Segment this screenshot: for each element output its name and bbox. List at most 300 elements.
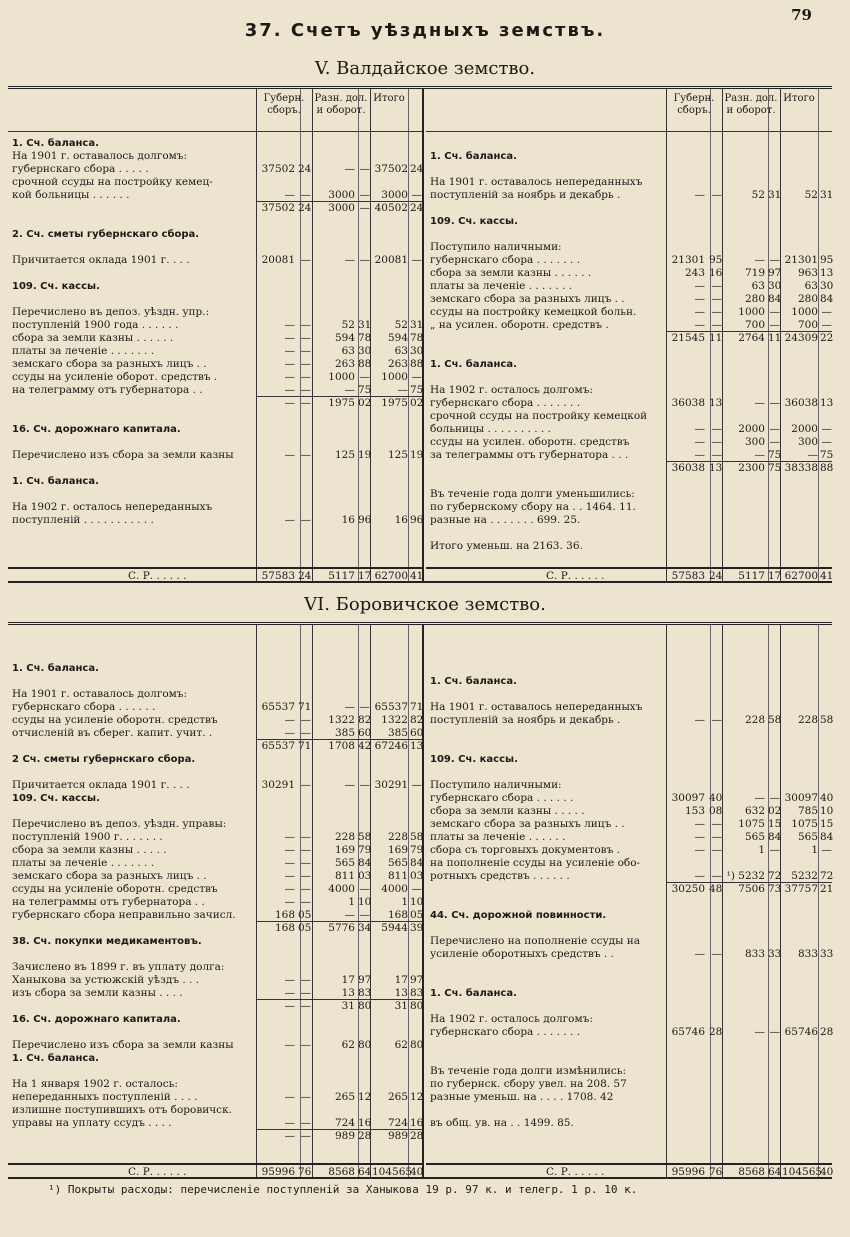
row-value: — — [754, 449, 765, 461]
table-row — [426, 987, 832, 1000]
row-label: 109. Сч. кассы. — [12, 281, 100, 292]
row-value: 63 — [751, 280, 765, 292]
total-rule — [8, 1163, 422, 1165]
row-value: — — [694, 870, 705, 882]
row-value: 1975 — [328, 397, 355, 409]
row-value: 1075 — [791, 818, 818, 830]
row-value: — — [711, 831, 722, 843]
total-value: 57583 — [261, 570, 295, 582]
row-value: 30250 — [671, 883, 705, 895]
total-value: 104565 — [782, 1166, 823, 1178]
row-value: 16 — [394, 514, 408, 526]
table-row — [426, 1026, 832, 1039]
table-row — [426, 306, 832, 319]
row-label: ссуды на усилен. оборотн. средствъ — [430, 436, 630, 448]
row-value: 78 — [358, 332, 372, 344]
row-value: — — [769, 254, 780, 266]
page-number: 79 — [791, 6, 812, 24]
row-value: 15 — [820, 818, 834, 830]
row-value: 30 — [410, 345, 424, 357]
row-value: 3000 — [328, 202, 355, 214]
row-value: — — [284, 319, 295, 331]
row-value: — — [711, 293, 722, 305]
total-row — [8, 570, 422, 583]
row-value: 228 — [387, 831, 408, 843]
row-value: 37502 — [261, 163, 295, 175]
row-value: — — [359, 701, 370, 713]
row-label: 1. Сч. баланса. — [12, 476, 99, 487]
row-value: — — [284, 883, 295, 895]
row-value: — — [711, 280, 722, 292]
borovichi-table — [8, 622, 832, 1179]
row-value: 22 — [820, 332, 834, 344]
row-value: 40 — [820, 792, 834, 804]
row-value: 05 — [410, 909, 424, 921]
row-value: 19 — [410, 449, 424, 461]
table-row — [426, 753, 832, 766]
row-value: 58 — [820, 714, 834, 726]
table-row — [426, 1091, 832, 1104]
table-row — [426, 501, 832, 514]
row-value: 36038 — [671, 462, 705, 474]
table-row — [8, 449, 422, 462]
row-value: 28 — [410, 1130, 424, 1142]
row-value: — — [694, 436, 705, 448]
table-row — [8, 1104, 422, 1117]
section-title-borovichi: VI. Боровичское земство. — [304, 594, 546, 615]
left-half — [8, 625, 424, 1177]
row-value: 168 — [274, 922, 295, 934]
row-value: — — [411, 371, 422, 383]
row-value: 73 — [768, 883, 782, 895]
table-row — [426, 267, 832, 280]
row-value: — — [359, 189, 370, 201]
table-row — [426, 293, 832, 306]
row-value: 28 — [709, 1026, 723, 1038]
row-value: — — [694, 948, 705, 960]
row-value: — — [694, 189, 705, 201]
table-row — [426, 514, 832, 527]
row-value: — — [769, 792, 780, 804]
row-label: Въ теченіе года долги измѣнились: — [430, 1065, 627, 1077]
row-value: 65746 — [671, 1026, 705, 1038]
row-label: 16. Сч. дорожнаго капитала. — [12, 1014, 181, 1025]
row-value: 21301 — [784, 254, 818, 266]
row-label: 1. Сч. баланса. — [430, 676, 517, 687]
page-title: 37. Счетъ уѣздныхъ земствъ. — [244, 20, 606, 41]
row-value: 30097 — [784, 792, 818, 804]
row-value: — — [300, 714, 311, 726]
table-row — [8, 1130, 422, 1143]
row-value: 80 — [358, 1000, 372, 1012]
table-row — [8, 358, 422, 371]
table-row — [426, 332, 832, 345]
row-value: 989 — [334, 1130, 355, 1142]
table-row — [8, 662, 422, 675]
table-row — [426, 792, 832, 805]
row-value: 40502 — [374, 202, 408, 214]
row-value: 71 — [298, 701, 312, 713]
header-b: Разн. дол. и оборот. — [724, 93, 778, 116]
row-value: 15 — [768, 818, 782, 830]
row-value: 13 — [709, 397, 723, 409]
row-label: 2. Сч. сметы губернскаго сбора. — [12, 229, 200, 240]
row-label: на пополненіе ссуды на усиленіе обо- — [430, 857, 641, 869]
row-value: — — [300, 870, 311, 882]
table-row — [8, 228, 422, 241]
row-value: 95 — [820, 254, 834, 266]
row-value: 72 — [820, 870, 834, 882]
row-value: — — [344, 163, 355, 175]
row-value: 84 — [768, 831, 782, 843]
table-row — [8, 701, 422, 714]
row-value: — — [821, 306, 832, 318]
row-label: ссуды на усиленіе оборот. средствъ . — [12, 371, 218, 383]
row-label: ссуды на усиленіе оборотн. средствъ — [12, 714, 218, 726]
table-row — [8, 1000, 422, 1013]
row-label: 1. Сч. баланса. — [12, 138, 99, 149]
table-row — [426, 1078, 832, 1091]
row-value: 79 — [410, 844, 424, 856]
row-value: 11 — [768, 332, 782, 344]
row-label: сбора за земли казны . . . . . — [12, 844, 167, 856]
row-value: — — [284, 987, 295, 999]
row-label: поступленій 1900 г. . . . . . . — [12, 831, 163, 843]
row-label: по губернск. сбору увел. на 208. 57 — [430, 1078, 627, 1090]
row-value: — — [284, 974, 295, 986]
table-row — [426, 241, 832, 254]
row-value: — — [694, 280, 705, 292]
table-row — [8, 1091, 422, 1104]
row-value: 39 — [410, 922, 424, 934]
row-label: На 1902 г. осталось долгомъ: — [430, 1013, 593, 1025]
row-value: 16 — [709, 267, 723, 279]
row-value: 28 — [358, 1130, 372, 1142]
row-value: 84 — [768, 293, 782, 305]
total-row — [426, 570, 832, 583]
left-half — [8, 89, 424, 581]
row-value: — — [769, 1026, 780, 1038]
right-half — [426, 625, 832, 1177]
row-label: 2 Сч. сметы губернскаго сбора. — [12, 754, 196, 765]
row-value: 75 — [768, 449, 782, 461]
total-rule — [426, 1163, 832, 1165]
table-row — [8, 163, 422, 176]
row-value: — — [769, 436, 780, 448]
row-value: — — [284, 896, 295, 908]
row-value: 62 — [394, 1039, 408, 1051]
row-value: 30097 — [671, 792, 705, 804]
row-label: излишне поступившихъ отъ боровичск. — [12, 1104, 232, 1116]
table-row — [426, 215, 832, 228]
row-value: 30291 — [374, 779, 408, 791]
row-label: На 1901 г. оставалось непереданныхъ — [430, 701, 643, 713]
total-label: С. Р. . . . . . — [128, 570, 187, 582]
row-label: Итого уменьш. на 2163. 36. — [430, 540, 583, 552]
row-value: 02 — [410, 397, 424, 409]
row-value: — — [284, 844, 295, 856]
table-row — [8, 501, 422, 514]
row-value: 88 — [358, 358, 372, 370]
row-value: 1000 — [328, 371, 355, 383]
row-value: 263 — [334, 358, 355, 370]
row-value: — — [694, 306, 705, 318]
total-row — [8, 1166, 422, 1179]
row-value: — — [711, 948, 722, 960]
row-value: 13 — [709, 462, 723, 474]
row-value: — — [344, 909, 355, 921]
table-row — [8, 714, 422, 727]
row-value: 58 — [358, 831, 372, 843]
table-row — [8, 306, 422, 319]
row-value: — — [411, 189, 422, 201]
row-label: на телеграммы отъ губернатора . . — [12, 896, 205, 908]
row-value: 1975 — [381, 397, 408, 409]
row-value: — — [284, 1130, 295, 1142]
row-label: На 1901 г. оставалось непереданныхъ — [430, 176, 643, 188]
row-value: 963 — [797, 267, 818, 279]
total-rule — [8, 567, 422, 569]
row-value: — — [411, 254, 422, 266]
row-value: 13 — [820, 267, 834, 279]
row-value: 565 — [797, 831, 818, 843]
row-label: 44. Сч. дорожной повинности. — [430, 910, 607, 921]
right-half — [426, 89, 832, 581]
table-row — [8, 371, 422, 384]
row-value: 72 — [768, 870, 782, 882]
row-value: 24 — [410, 163, 424, 175]
row-value: — — [284, 189, 295, 201]
row-value: — — [694, 293, 705, 305]
row-value: — — [359, 371, 370, 383]
row-value: 385 — [334, 727, 355, 739]
row-value: 60 — [410, 727, 424, 739]
row-value: — — [300, 987, 311, 999]
row-label: 1. Сч. баланса. — [430, 359, 517, 370]
row-value: 632 — [744, 805, 765, 817]
row-value: 67246 — [374, 740, 408, 752]
row-value: 21 — [820, 883, 834, 895]
row-value: 96 — [358, 514, 372, 526]
row-value: 36038 — [784, 397, 818, 409]
row-value: 84 — [410, 857, 424, 869]
row-value: 300 — [797, 436, 818, 448]
row-value: — — [711, 319, 722, 331]
row-value: 280 — [797, 293, 818, 305]
row-value: 37502 — [261, 202, 295, 214]
total-value: 40 — [820, 1166, 834, 1178]
row-value: 2764 — [738, 332, 765, 344]
table-row — [426, 701, 832, 714]
row-value: 83 — [358, 987, 372, 999]
row-value: — — [711, 870, 722, 882]
row-value: 17 — [341, 974, 355, 986]
table-row — [426, 948, 832, 961]
row-value: 31 — [394, 1000, 408, 1012]
row-label: сбора за земли казны . . . . . . — [430, 267, 592, 279]
row-value: 565 — [334, 857, 355, 869]
row-label: ротныхъ средствъ . . . . . . — [430, 870, 570, 882]
table-row — [8, 883, 422, 896]
row-label: 109. Сч. кассы. — [12, 793, 100, 804]
row-value: — — [711, 449, 722, 461]
row-value: — — [300, 319, 311, 331]
total-row — [426, 1166, 832, 1179]
row-value: — — [300, 1039, 311, 1051]
row-value: 153 — [684, 805, 705, 817]
row-value: 97 — [358, 974, 372, 986]
row-value: 19 — [358, 449, 372, 461]
row-value: 63 — [804, 280, 818, 292]
row-value: 265 — [387, 1091, 408, 1103]
row-value: 1000 — [381, 371, 408, 383]
row-value: 24 — [410, 202, 424, 214]
row-value: 4000 — [381, 883, 408, 895]
row-value: 97 — [768, 267, 782, 279]
row-value: 5776 — [328, 922, 355, 934]
row-value: — — [300, 1117, 311, 1129]
row-value: 1322 — [381, 714, 408, 726]
row-value: — — [300, 384, 311, 396]
table-row — [426, 397, 832, 410]
table-row — [8, 514, 422, 527]
row-label: ссуды на усиленіе оборотн. средствъ — [12, 883, 218, 895]
row-label: губернскаго сбора . . . . . . . — [430, 1026, 581, 1038]
row-value: — — [821, 844, 832, 856]
row-label: поступленій за ноябрь и декабрь . — [430, 714, 621, 726]
row-label: Перечислено изъ сбора за земли казны — [12, 1039, 234, 1051]
row-value: 724 — [334, 1117, 355, 1129]
row-value: 75 — [768, 462, 782, 474]
row-value: 33 — [820, 948, 834, 960]
section-title-valdai: V. Валдайское земство. — [314, 58, 536, 79]
row-value: 31 — [341, 1000, 355, 1012]
row-value: 13 — [394, 987, 408, 999]
row-value: — — [284, 857, 295, 869]
row-value: 17 — [394, 974, 408, 986]
row-value: 1075 — [738, 818, 765, 830]
row-value: — — [694, 844, 705, 856]
row-value: — — [694, 319, 705, 331]
row-label: Перечислено въ депоз. уѣздн. управы: — [12, 818, 227, 830]
row-value: 10 — [358, 896, 372, 908]
row-label: по губернскому сбору на . . 1464. 11. — [430, 501, 636, 513]
total-value: 5117 — [328, 570, 355, 582]
table-row — [426, 818, 832, 831]
table-row — [426, 1065, 832, 1078]
row-value: — — [359, 909, 370, 921]
row-label: губернскаго сбора неправильно зачисл. — [12, 909, 236, 921]
total-label: С. Р. . . . . . — [546, 570, 605, 582]
table-row — [426, 883, 832, 896]
row-value: — — [344, 701, 355, 713]
table-row — [8, 935, 422, 948]
row-value: 13 — [820, 397, 834, 409]
row-value: — — [300, 857, 311, 869]
row-value: 62 — [341, 1039, 355, 1051]
row-value: 594 — [334, 332, 355, 344]
row-value: 811 — [334, 870, 355, 882]
row-label: губернскаго сбора . . . . . . — [12, 701, 156, 713]
row-value: — — [284, 1117, 295, 1129]
row-value: — — [821, 423, 832, 435]
table-row — [426, 280, 832, 293]
row-label: срочной ссуды на постройку кемец- — [12, 176, 213, 188]
table-row — [8, 1052, 422, 1065]
row-label: управы на уплату ссудъ . . . . — [12, 1117, 172, 1129]
row-value: 16 — [341, 514, 355, 526]
table-row — [426, 384, 832, 397]
row-label: Поступило наличными: — [430, 241, 562, 253]
row-value: ¹) 5232 — [726, 870, 765, 882]
row-value: 5944 — [381, 922, 408, 934]
header-c: Итого — [373, 93, 405, 104]
row-value: 52 — [394, 319, 408, 331]
row-label: сбора за земли казны . . . . . . — [12, 332, 174, 344]
row-value: — — [300, 831, 311, 843]
table-row — [8, 740, 422, 753]
table-row — [426, 844, 832, 857]
table-row — [8, 1039, 422, 1052]
row-value: 75 — [358, 384, 372, 396]
row-value: 1708 — [328, 740, 355, 752]
row-value: 82 — [358, 714, 372, 726]
row-value: — — [300, 397, 311, 409]
row-label: Причитается оклада 1901 г. . . . — [12, 779, 190, 791]
row-value: — — [397, 384, 408, 396]
row-label: отчисленій въ сберег. капит. учит. . — [12, 727, 213, 739]
row-value: — — [284, 1039, 295, 1051]
row-value: 30 — [768, 280, 782, 292]
row-value: 1 — [348, 896, 355, 908]
row-value: — — [284, 449, 295, 461]
table-row — [426, 176, 832, 189]
header-b: Разн. дол. и оборот. — [314, 93, 368, 116]
row-value: 243 — [684, 267, 705, 279]
row-value: 228 — [334, 831, 355, 843]
row-label: 1. Сч. баланса. — [12, 663, 99, 674]
row-value: — — [284, 1000, 295, 1012]
row-value: 52 — [804, 189, 818, 201]
table-row — [8, 844, 422, 857]
row-label: губернскаго сбора . . . . . . — [430, 792, 574, 804]
row-label: ссуды на постройку кемецкой больн. — [430, 306, 637, 318]
row-value: — — [821, 436, 832, 448]
row-value: — — [359, 202, 370, 214]
row-value: 31 — [358, 319, 372, 331]
row-value: 02 — [768, 805, 782, 817]
row-value: 833 — [744, 948, 765, 960]
row-value: 31 — [768, 189, 782, 201]
table-row — [8, 202, 422, 215]
table-row — [426, 857, 832, 870]
row-value: — — [300, 883, 311, 895]
row-value: — — [300, 844, 311, 856]
row-value: 168 — [387, 909, 408, 921]
table-row — [426, 436, 832, 449]
row-value: 28 — [820, 1026, 834, 1038]
row-value: — — [711, 423, 722, 435]
total-value: 95996 — [671, 1166, 705, 1178]
row-label: срочной ссуды на постройку кемецкой — [430, 410, 648, 422]
table-row — [8, 397, 422, 410]
row-value: 1322 — [328, 714, 355, 726]
row-value: 811 — [387, 870, 408, 882]
row-value: — — [300, 189, 311, 201]
table-row — [8, 688, 422, 701]
row-value: 11 — [709, 332, 723, 344]
row-value: 24309 — [784, 332, 818, 344]
